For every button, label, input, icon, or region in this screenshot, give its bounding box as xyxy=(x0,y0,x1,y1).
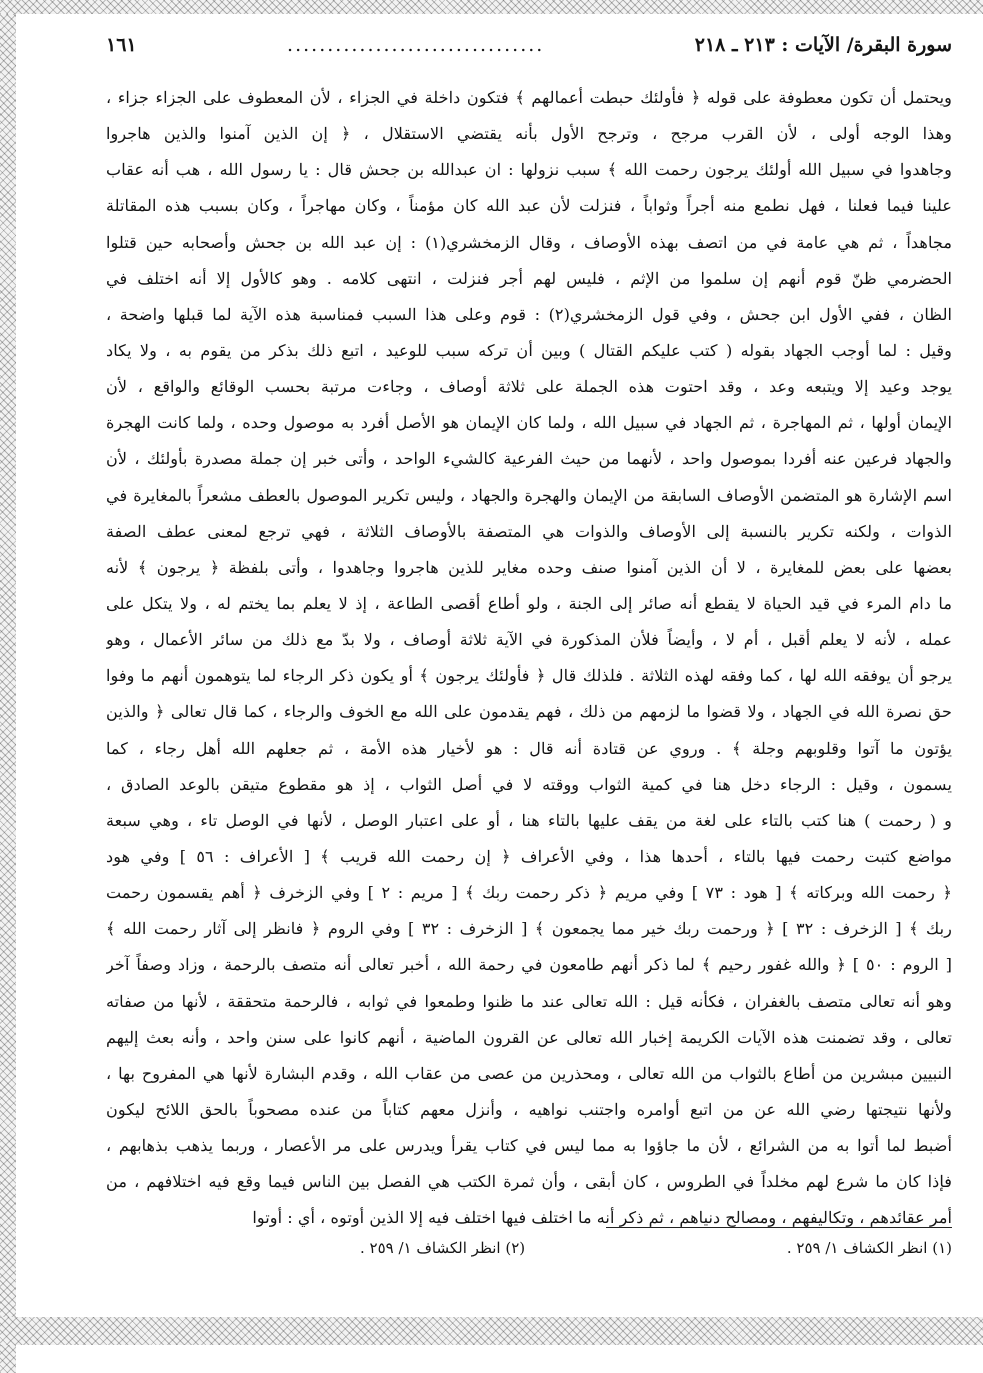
body-line: وقيل : لما أوجب الجهاد بقوله ( كتب عليكم القتال ) وبين أن تركه سبب للوعيد ، اتبع ذلك بذكر من يقوم به ، ولا يكاد xyxy=(106,340,952,360)
body-line: ما دام المرء في قيد الحياة لا يقطع أنه صائر إلى الجنة ، ولو أطاع أقصى الطاعة ، إذ لا يعلم بما يختم له ، ولا يتكل على xyxy=(106,593,952,613)
body-line: اسم الإشارة هو المتضمن الأوصاف السابقة من الإيمان والهجرة والجهاد ، وليس تكرير الموصول بالعطف مشعراً بالمغايرة في xyxy=(106,485,952,505)
body-line: الذوات ، ولكنه تكرير بالنسبة إلى الأوصاف والذوات هي المتصفة بالأوصاف الثلاثة ، فهي ترجع لمعنى عطف الصفة xyxy=(106,521,952,541)
body-line: يوجد وعيد إلا ويتبعه وعد ، وقد احتوت هذه الجملة على ثلاثة أوصاف ، وجاءت مرتبة بحسب الوقائع والواقع ، لأن xyxy=(106,377,952,397)
body-line: مواضع كتبت رحمت فيها بالتاء ، أحدها هذا ، وفي الأعراف ﴿ إن رحمت الله قريب ﴾ [ الأعراف : ٥٦ ] وفي هود xyxy=(106,846,952,866)
body-line: الإيمان أولها ، ثم المهاجرة ، ثم الجهاد في سبيل الله ، ولما كان الإيمان هو الأصل أفرد به موصول وحده ، ولما كانت الهجرة xyxy=(106,413,952,433)
body-line: بعضها على بعض للمغايرة ، لا أن الذين آمنوا صنف وحده مغاير للذين هاجروا وجاهدوا ، وأتى بلفظة ﴿ يرجون ﴾ لأنه xyxy=(106,557,952,577)
footnotes xyxy=(360,1236,952,1260)
body-line: حق نصرة الله في الجهاد ، ولا قضوا ما لزمهم من ذلك ، فهم يقدمون على الله مع الخوف والرجاء ، كما قال تعالى ﴿ والذين xyxy=(106,702,952,722)
body-line: يرجو أن يوفقه الله لها ، كما وفقه لهذه الثلاثة . فلذلك قال ﴿ فأولئك يرجون ﴾ أو يكون ذكر الرجاء لما يتوهمون أنهم ما وفوا xyxy=(106,666,952,686)
header-leader-dots: ................................ xyxy=(287,34,545,56)
scan-edge-left xyxy=(0,0,16,1373)
running-header xyxy=(106,34,952,76)
body-line: و ( رحمت ) هنا كتب بالتاء على لغة من يقف عليها بالتاء هنا ، أو على اعتبار الوصل ، لأنها في الوصل تاء ، وهي سبعة xyxy=(106,810,952,830)
body-line: الظان ، ففي الأول ابن جحش ، وفي قول الزمخشري(٢) : قوم وعلى هذا السبب فمناسبة هذه الآية لما قبلها واضحة ، xyxy=(106,304,952,324)
body-line: يؤتون ما آتوا وقلوبهم وجلة ﴾ . وروي عن قتادة أنه قال : هو لأخيار هذه الأمة ، ثم جعلهم الله أهل رجاء ، كما xyxy=(106,738,952,758)
body-line: تعالى ، وقد تضمنت هذه الآيات الكريمة إخبار الله تعالى عن القرون الماضية ، أنهم كانوا على سنن واحد ، وأنه بعث إليهم xyxy=(106,1027,952,1047)
body-line: [ الروم : ٥٠ ] ﴿ والله غفور رحيم ﴾ لما ذكر أنهم طامعون في رحمة الله ، أخبر تعالى أنه متصف بالرحمة ، وزاد وصفاً آخر xyxy=(106,955,952,975)
scan-edge-bottom xyxy=(0,1317,983,1345)
body-line: الحضرمي ظنّ قوم أنهم إن سلموا من الإثم ، فليس لهم أجر فنزلت ، انتهى كلامه . وهو كالأول إلا أنه اختلف في xyxy=(106,268,952,288)
body-line: ويحتمل أن تكون معطوفة على قوله ﴿ فأولئك حبطت أعمالهم ﴾ فتكون داخلة في الجزاء ، لأن المعطوف على الجزاء جزاء ، xyxy=(106,88,952,107)
body-line: وجاهدوا في سبيل الله أولئك يرجون رحمت الله ﴾ سبب نزولها : ان عبدالله بن جحش قال : يا رسول الله ، هب أنه عقاب xyxy=(106,160,952,180)
body-line: ربك ﴾ [ الزخرف : ٣٢ ] ﴿ ورحمت ربك خير مما يجمعون ﴾ [ الزخرف : ٣٢ ] وفي الروم ﴿ فانظر إلى آثار رحمت الله ﴾ xyxy=(106,919,952,939)
body-line: ولأنها نتيجتها رضي الله عن من اتبع أوامره واجتنب نواهيه ، وأنزل معهم كتاباً من عنده مصحوباً بالحق اللائح ليكون xyxy=(106,1099,952,1119)
body-line: وهو أنه تعالى متصف بالغفران ، فكأنه قيل : الله تعالى عند ما ظنوا وطمعوا في ثوابه ، فالرحمة متحققة ، لأنها من صفاته xyxy=(106,991,952,1011)
body-line: النبيين مبشرين من أطاع بالثواب من الله تعالى ، ومحذرين من عصى من عقاب الله ، وقدم البشارة لأنها هي المفروح بها ، xyxy=(106,1063,952,1083)
document-page xyxy=(106,34,952,1237)
body-line: مجاهداً ، ثم هي عامة في من اتصف بهذه الأوصاف ، وقال الزمخشري(١) : إن عبد الله بن جحش وأصحابه حين قتلوا xyxy=(106,232,952,252)
header-title: سورة البقرة/ الآيات : ٢١٣ ـ ٢١٨ xyxy=(694,34,952,56)
body-line: وهذا الوجه أولى ، لأن القرب مرجح ، وترجح الأول بأنه يقتضي الاستقلال ، ﴿ إن الذين آمنوا والذين هاجروا xyxy=(106,124,952,144)
body-text xyxy=(106,80,952,1237)
body-line: ﴿ رحمت الله وبركاته ﴾ [ هود : ٧٣ ] وفي مريم ﴿ ذكر رحمت ربك ﴾ [ مريم : ٢ ] وفي الزخرف ﴿ أهم يقسمون رحمت xyxy=(106,883,952,903)
body-line: فإذا كان ما شرع لهم مخلداً في الطروس ، كان أبقى ، وأن ثمرة الكتب هي الفصل بين الناس فيما وقع فيه اختلافهم ، من xyxy=(106,1172,952,1192)
body-line: عمله ، لأنه لا يعلم أقبل ، أم لا ، وأيضاً فلأن المذكورة في الآية ثلاثة أوصاف ، ولا بدّ مع ذلك من سائر الأعمال ، وهو xyxy=(106,630,952,650)
footnote-2: (٢) انظر الكشاف ١/ ٢٥٩ . xyxy=(360,1239,526,1257)
scan-edge-top xyxy=(0,0,983,14)
body-line: والجهاد فرعين عنه أفردا بموصول واحد ، لأنهما من حيث الفرعية كالشيء الواحد ، وأتى خبر إن جملة مصدرة بأولئك ، لأن xyxy=(106,449,952,469)
body-line: يسمون ، وقيل : الرجاء دخل هنا في كمية الثواب ووقته لا في أصل الثواب ، إذ هو مقطوع متيقن بالوعد الصادق ، xyxy=(106,774,952,794)
body-line: علينا فيما فعلنا ، فهل نطمع منه أجراً وثواباً ، فنزلت لأن عبد الله كان مؤمناً ، وكان مهاجراً ، وكان بسبب هذه المقاتلة xyxy=(106,196,952,216)
footnote-separator xyxy=(606,1227,952,1228)
footnote-1: (١) انظر الكشاف ١/ ٢٥٩ . xyxy=(786,1239,952,1257)
body-line: أمر عقائدهم ، وتكاليفهم ، ومصالح دنياهم ، ثم ذكر أنه ما اختلف فيها اختلف فيه إلا الذين أوتوه ، أي : أوتوا xyxy=(252,1208,952,1228)
body-line: أضبط لما أتوا به من الشرائع ، لأن ما جاؤوا به مما ليس في كتاب يقرأ ويدرس على مر الأعصار ، وربما يذهب بذهابهم ، xyxy=(106,1136,952,1156)
page-number: ١٦١ xyxy=(106,34,137,56)
